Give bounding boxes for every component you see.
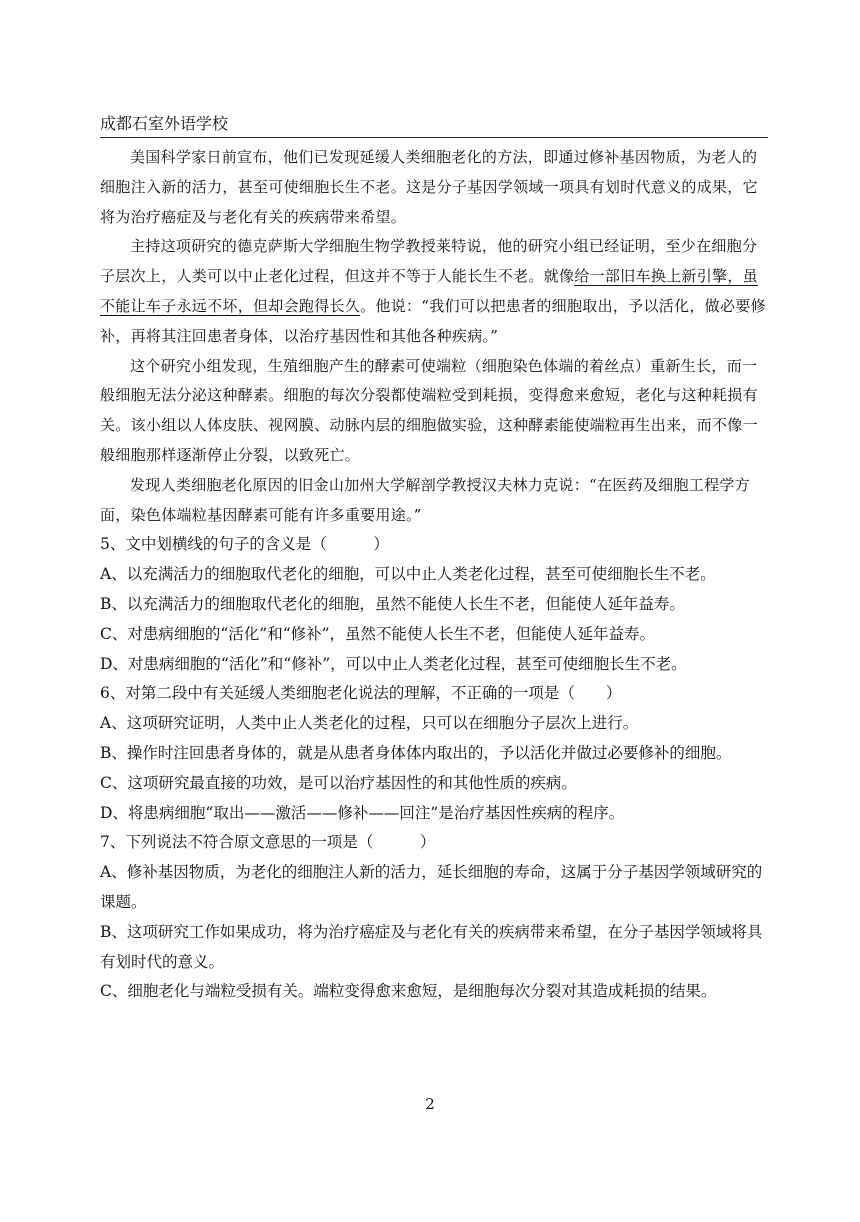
question-7-option-b: B、这项研究工作如果成功，将为治疗癌症及与老化有关的疾病带来希望，在分子基因学领域将具有划时代的意义。 xyxy=(100,922,763,971)
question-5-option-b: B、以充满活力的细胞取代老化的细胞，虽然不能使人长生不老，但能使人延年益寿。 xyxy=(100,594,685,613)
question-5-option-c: C、对患病细胞的“活化”和“修补”，虽然不能使人长生不老，但能使人延年益寿。 xyxy=(100,624,656,643)
question-5-option-a: A、以充满活力的细胞取代老化的细胞，可以中止人类老化过程，甚至可使细胞长生不老。 xyxy=(100,565,716,584)
passage-paragraph-1: 美国科学家日前宣布，他们已发现延缓人类细胞老化的方法，即通过修补基因物质，为老人的细胞注入新的活力，甚至可使细胞长生不老。这是分子基因学领域一项具有划时代意义的成果，它将为治疗癌症及与老化有关的疾病带来希望。 xyxy=(100,148,758,226)
question-7-option-a: A、修补基因物质，为老化的细胞注人新的活力，延长细胞的寿命，这属于分子基因学领域研究的课题。 xyxy=(100,863,763,911)
question-7-option-c: C、细胞老化与端粒受损有关。端粒变得愈来愈短，是细胞每次分裂对其造成耗损的结果。 xyxy=(100,982,717,1001)
question-6-stem: 6、对第二段中有关延缓人类细胞老化说法的理解，不正确的一项是（ ） xyxy=(100,684,622,703)
question-5-stem: 5、文中划横线的句子的含义是（ ） xyxy=(100,535,389,554)
question-5-option-d: D、对患病细胞的“活化”和“修补”，可以中止人类老化过程，甚至可使细胞长生不老。 xyxy=(100,654,687,673)
question-6-option-a: A、这项研究证明，人类中止人类老化的过程，只可以在细胞分子层次上进行。 xyxy=(100,714,639,733)
page-content xyxy=(100,143,770,1007)
question-6-option-d: D、将患病细胞“取出——激活——修补——回注”是治疗基因性疾病的程序。 xyxy=(100,803,625,822)
paragraph-2-text-after: 。他说：“我们可以把患者的细胞取出，予以活化，做必要修补，再将其注回患者身体，以治疗基因性和其他各种疾病。” xyxy=(100,296,766,345)
question-6-option-c: C、这项研究最直接的功效，是可以治疗基因性的和其他性质的疾病。 xyxy=(100,773,577,792)
question-6-option-b: B、操作时注回患者身体的，就是从患者身体体内取出的，予以活化并做过必要修补的细胞。 xyxy=(100,743,732,762)
passage-paragraph-3: 这个研究小组发现，生殖细胞产生的酵素可使端粒（细胞染色体端的着丝点）重新生长，而一般细胞无法分泌这种酵素。细胞的每次分裂都使端粒受到耗损，变得愈来愈短，老化与这种耗损有关。该小组以人体皮肤、视网膜、动脉内层的细胞做实验，这种酵素能使端粒再生出来，而不像一般细胞那样逐渐停止分裂，以致死亡。 xyxy=(100,356,758,464)
school-header: 成都石室外语学校 xyxy=(100,113,768,138)
underlined-sentence: 给一部旧车换上新引擎，虽不能让车子永远不坏，但却会跑得长久 xyxy=(100,267,758,315)
question-7-stem: 7、下列说法不符合原文意思的一项是（ ） xyxy=(100,833,436,852)
paragraph-2-text-before: 主持这项研究的德克萨斯大学细胞生物学教授莱特说，他的研究小组已经证明，至少在细胞分子层次上，人类可以中止老化过程，但这并不等于人能长生不老。就像 xyxy=(100,237,758,286)
passage-paragraph-2 xyxy=(100,232,770,351)
passage-paragraph-4: 发现人类细胞老化原因的旧金山加州大学解剖学教授汉夫林力克说：“在医药及细胞工程学方面，染色体端粒基因酵素可能有许多重要用途。” xyxy=(100,475,750,524)
page-number: 2 xyxy=(425,1095,435,1113)
